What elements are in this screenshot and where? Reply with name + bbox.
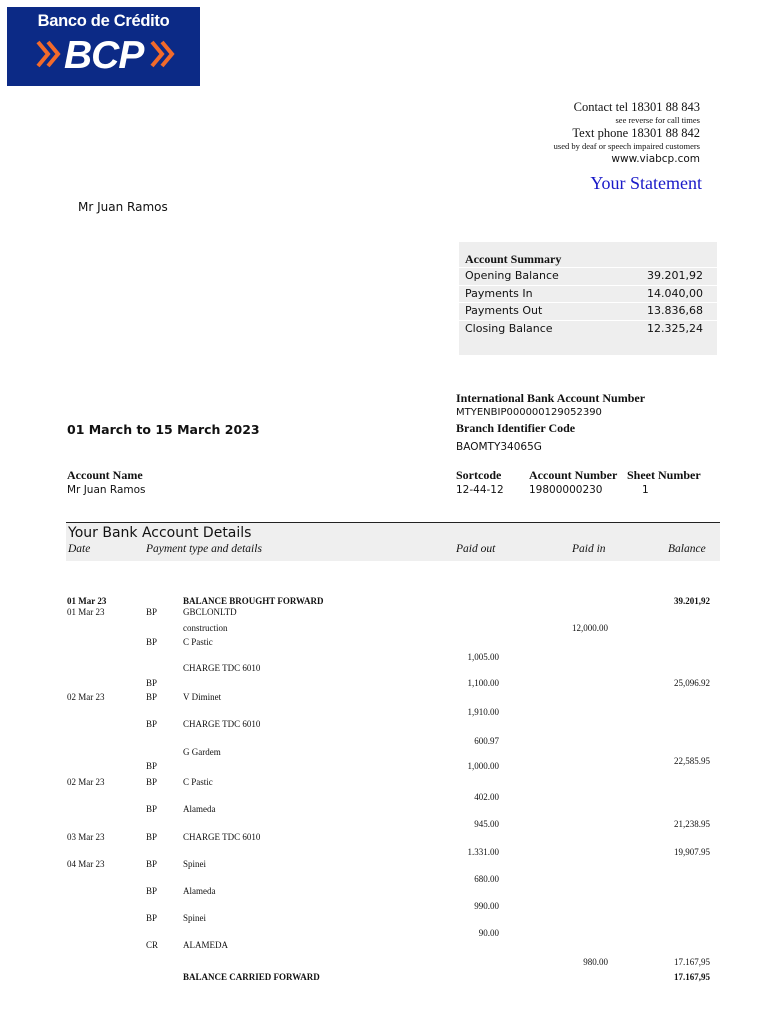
tx-type: CR	[146, 940, 159, 950]
tx-paid-out: 945.00	[474, 819, 499, 829]
website-link[interactable]: www.viabcp.com	[611, 153, 700, 165]
tx-details: G Gardem	[183, 747, 221, 757]
account-name-value: Mr Juan Ramos	[67, 484, 146, 496]
tx-details: BALANCE CARRIED FORWARD	[183, 972, 320, 982]
statement-period: 01 March to 15 March 2023	[67, 422, 260, 437]
tx-balance: 22,585.95	[674, 756, 710, 766]
tx-details: C Pastic	[183, 637, 213, 647]
customer-name: Mr Juan Ramos	[78, 200, 168, 214]
deaf-note: used by deaf or speech impaired customers	[553, 141, 700, 151]
logo-abbrev: BCP	[64, 34, 144, 77]
tx-paid-out: 680.00	[474, 874, 499, 884]
tx-details: Spinei	[183, 859, 207, 869]
summary-heading: Account Summary	[465, 252, 562, 266]
sortcode-value: 12-44-12	[456, 484, 504, 496]
branch-label: Branch Identifier Code	[456, 421, 576, 435]
summary-label: Closing Balance	[465, 322, 553, 335]
summary-value: 14.040,00	[647, 287, 703, 300]
chevron-right-icon	[149, 39, 177, 69]
tx-details: Spinei	[183, 913, 207, 923]
contact-block	[400, 100, 700, 166]
tx-paid-out: 600.97	[474, 736, 499, 746]
tx-type: BP	[146, 859, 158, 869]
tx-date: 01 Mar 23	[67, 596, 107, 606]
summary-value: 39.201,92	[647, 269, 703, 282]
tx-paid-out: 1,100.00	[467, 678, 499, 688]
tx-paid-in: 12,000.00	[572, 623, 608, 633]
summary-row	[459, 302, 717, 321]
tx-balance: 17.167,95	[674, 972, 710, 982]
summary-label: Payments In	[465, 287, 533, 300]
chevron-right-icon	[35, 39, 63, 69]
sheet-number-value: 1	[642, 484, 649, 496]
transactions-title: Your Bank Account Details	[68, 525, 252, 541]
tx-balance: 39.201,92	[674, 596, 710, 606]
account-summary	[459, 242, 717, 355]
tx-details: CHARGE TDC 6010	[183, 663, 261, 673]
iban-value: MTYENBIP000000129052390	[456, 407, 602, 418]
tx-type: BP	[146, 832, 158, 842]
tx-type: BP	[146, 692, 158, 702]
tx-details: Alameda	[183, 804, 216, 814]
tx-type: BP	[146, 761, 158, 771]
branch-value: BAOMTY34065G	[456, 441, 542, 453]
tx-details: CHARGE TDC 6010	[183, 832, 261, 842]
tx-paid-in: 980.00	[583, 957, 608, 967]
tx-details: construction	[183, 623, 228, 633]
tx-balance: 19,907.95	[674, 847, 710, 857]
sheet-number-label: Sheet Number	[627, 468, 701, 482]
tx-paid-out: 1,005.00	[467, 652, 499, 662]
tx-balance: 21,238.95	[674, 819, 710, 829]
tx-paid-out: 1.331.00	[467, 847, 499, 857]
tx-type: BP	[146, 637, 158, 647]
summary-label: Payments Out	[465, 304, 543, 317]
tx-details: Alameda	[183, 886, 216, 896]
tx-date: 02 Mar 23	[67, 692, 105, 702]
account-number-value: 19800000230	[529, 484, 603, 496]
tx-type: BP	[146, 607, 158, 617]
statement-title: Your Statement	[590, 173, 702, 193]
tx-paid-out: 402.00	[474, 792, 499, 802]
summary-row	[459, 320, 717, 339]
summary-row	[459, 267, 717, 286]
col-header-details: Payment type and details	[146, 543, 262, 555]
text-phone: Text phone 18301 88 842	[572, 126, 700, 140]
call-times-note: see reverse for call times	[615, 115, 700, 125]
tx-details: CHARGE TDC 6010	[183, 719, 261, 729]
tx-paid-out: 1,000.00	[467, 761, 499, 771]
col-header-date: Date	[68, 543, 91, 555]
summary-label: Opening Balance	[465, 269, 559, 282]
tx-paid-out: 990.00	[474, 901, 499, 911]
tx-date: 01 Mar 23	[67, 607, 105, 617]
tx-type: BP	[146, 913, 158, 923]
tx-paid-out: 90.00	[478, 928, 499, 938]
tx-type: BP	[146, 777, 158, 787]
sortcode-label: Sortcode	[456, 468, 502, 482]
tx-details: ALAMEDA	[183, 940, 228, 950]
tx-balance: 17.167,95	[674, 957, 710, 967]
tx-details: GBCLONLTD	[183, 607, 237, 617]
bank-logo	[7, 7, 200, 86]
tx-details: BALANCE BROUGHT FORWARD	[183, 596, 324, 606]
col-header-balance: Balance	[668, 543, 706, 555]
tx-date: 03 Mar 23	[67, 832, 105, 842]
tx-paid-out: 1,910.00	[467, 707, 499, 717]
summary-value: 12.325,24	[647, 322, 703, 335]
contact-tel: Contact tel 18301 88 843	[573, 100, 700, 114]
tx-details: V Diminet	[183, 692, 222, 702]
iban-label: International Bank Account Number	[456, 391, 646, 405]
tx-date: 04 Mar 23	[67, 859, 105, 869]
tx-type: BP	[146, 886, 158, 896]
tx-details: C Pastic	[183, 777, 213, 787]
summary-value: 13.836,68	[647, 304, 703, 317]
account-number-label: Account Number	[529, 468, 618, 482]
tx-type: BP	[146, 678, 158, 688]
tx-balance: 25,096.92	[674, 678, 710, 688]
tx-type: BP	[146, 804, 158, 814]
account-name-label: Account Name	[67, 468, 143, 482]
col-header-paid-out: Paid out	[456, 543, 496, 555]
tx-type: BP	[146, 719, 158, 729]
tx-date: 02 Mar 23	[67, 777, 105, 787]
logo-brand-text: Banco de Crédito	[37, 12, 170, 30]
col-header-paid-in: Paid in	[572, 543, 606, 555]
